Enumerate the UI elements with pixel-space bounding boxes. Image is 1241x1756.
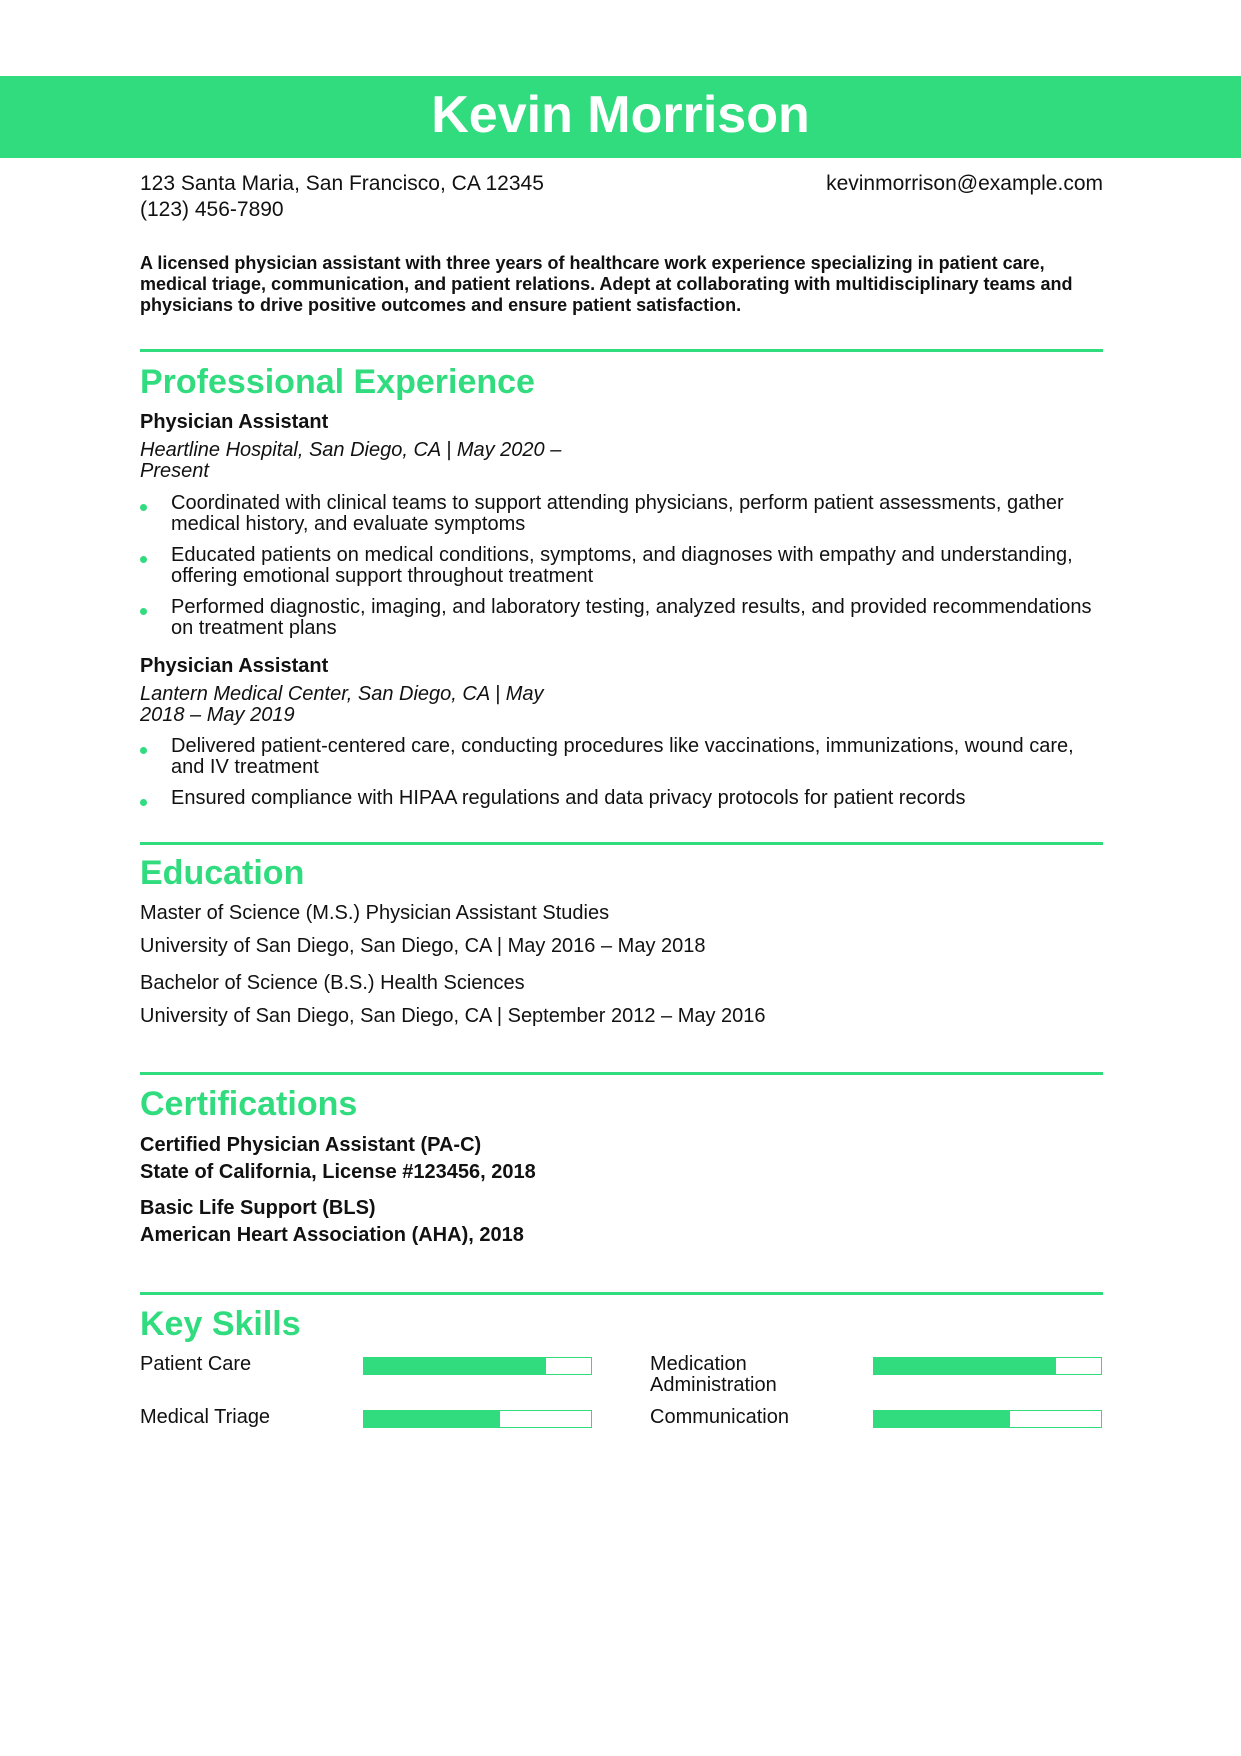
skill-bar: [363, 1410, 592, 1428]
list-item: [140, 545, 1100, 587]
job-bullets: [140, 493, 1100, 649]
phone: (123) 456-7890: [140, 198, 284, 221]
job-meta: Heartline Hospital, San Diego, CA | May 2020 – Present: [140, 439, 562, 482]
job-bullets: [140, 736, 1100, 819]
bullet-icon: [140, 747, 147, 754]
list-item: [140, 597, 1100, 639]
skill-level-fill: [364, 1411, 500, 1427]
skill-name: Communication: [650, 1406, 789, 1428]
bullet-icon: [140, 504, 147, 511]
bullet-text: Performed diagnostic, imaging, and laboratory testing, analyzed results, and provided recommendations on treatment plans: [171, 596, 1092, 639]
certification-issuer: American Heart Association (AHA), 2018: [140, 1224, 524, 1246]
skill-name: Medication Administration: [650, 1353, 777, 1396]
skills-heading: Key Skills: [140, 1305, 301, 1343]
job-title: Physician Assistant: [140, 411, 329, 433]
skill-name: Medical Triage: [140, 1406, 271, 1428]
section-divider: [140, 349, 1103, 352]
section-divider: [140, 1072, 1103, 1075]
degree: Bachelor of Science (B.S.) Health Sciences: [140, 972, 525, 994]
skill-bar: [363, 1357, 592, 1375]
experience-heading: Professional Experience: [140, 363, 535, 401]
summary: A licensed physician assistant with three years of healthcare work experience specializing in patient care, medical triage, communication, and patient relations. Adept at collaborating with multidisciplinary teams and physicians to drive positive outcomes and ensure patient satisfaction.: [140, 253, 1073, 315]
education-heading: Education: [140, 854, 305, 892]
school: University of San Diego, San Diego, CA | May 2016 – May 2018: [140, 935, 706, 957]
list-item: [140, 736, 1100, 778]
section-divider: [140, 842, 1103, 845]
job-meta: Lantern Medical Center, San Diego, CA | May 2018 – May 2019: [140, 683, 544, 726]
certification-name: Certified Physician Assistant (PA-C): [140, 1134, 482, 1156]
candidate-name: Kevin Morrison: [431, 86, 810, 144]
section-divider: [140, 1292, 1103, 1295]
certifications-heading: Certifications: [140, 1085, 358, 1123]
contact-details: [140, 171, 544, 223]
list-item: [140, 788, 1100, 809]
certification-issuer: State of California, License #123456, 2018: [140, 1161, 536, 1183]
skill-level-fill: [364, 1358, 546, 1374]
certification-name: Basic Life Support (BLS): [140, 1197, 376, 1219]
school: University of San Diego, San Diego, CA | September 2012 – May 2016: [140, 1005, 766, 1027]
address: 123 Santa Maria, San Francisco, CA 12345: [140, 172, 544, 195]
bullet-icon: [140, 556, 147, 563]
skill-bar: [873, 1357, 1102, 1375]
skill-bar: [873, 1410, 1102, 1428]
bullet-icon: [140, 799, 147, 806]
list-item: [140, 493, 1100, 535]
bullet-text: Delivered patient-centered care, conducting procedures like vaccinations, immunizations, wound care, and IV treatment: [171, 735, 1074, 778]
bullet-text: Educated patients on medical conditions, symptoms, and diagnoses with empathy and understanding, offering emotional support throughout treatment: [171, 544, 1073, 587]
bullet-text: Ensured compliance with HIPAA regulations and data privacy protocols for patient records: [171, 787, 966, 809]
degree: Master of Science (M.S.) Physician Assistant Studies: [140, 902, 610, 924]
job-title: Physician Assistant: [140, 655, 329, 677]
bullet-text: Coordinated with clinical teams to support attending physicians, perform patient assessments, gather medical history, and evaluate symptoms: [171, 492, 1064, 535]
skill-level-fill: [874, 1358, 1056, 1374]
email: kevinmorrison@example.com: [826, 172, 1103, 195]
bullet-icon: [140, 608, 147, 615]
skill-name: Patient Care: [140, 1353, 252, 1375]
skill-level-fill: [874, 1411, 1010, 1427]
